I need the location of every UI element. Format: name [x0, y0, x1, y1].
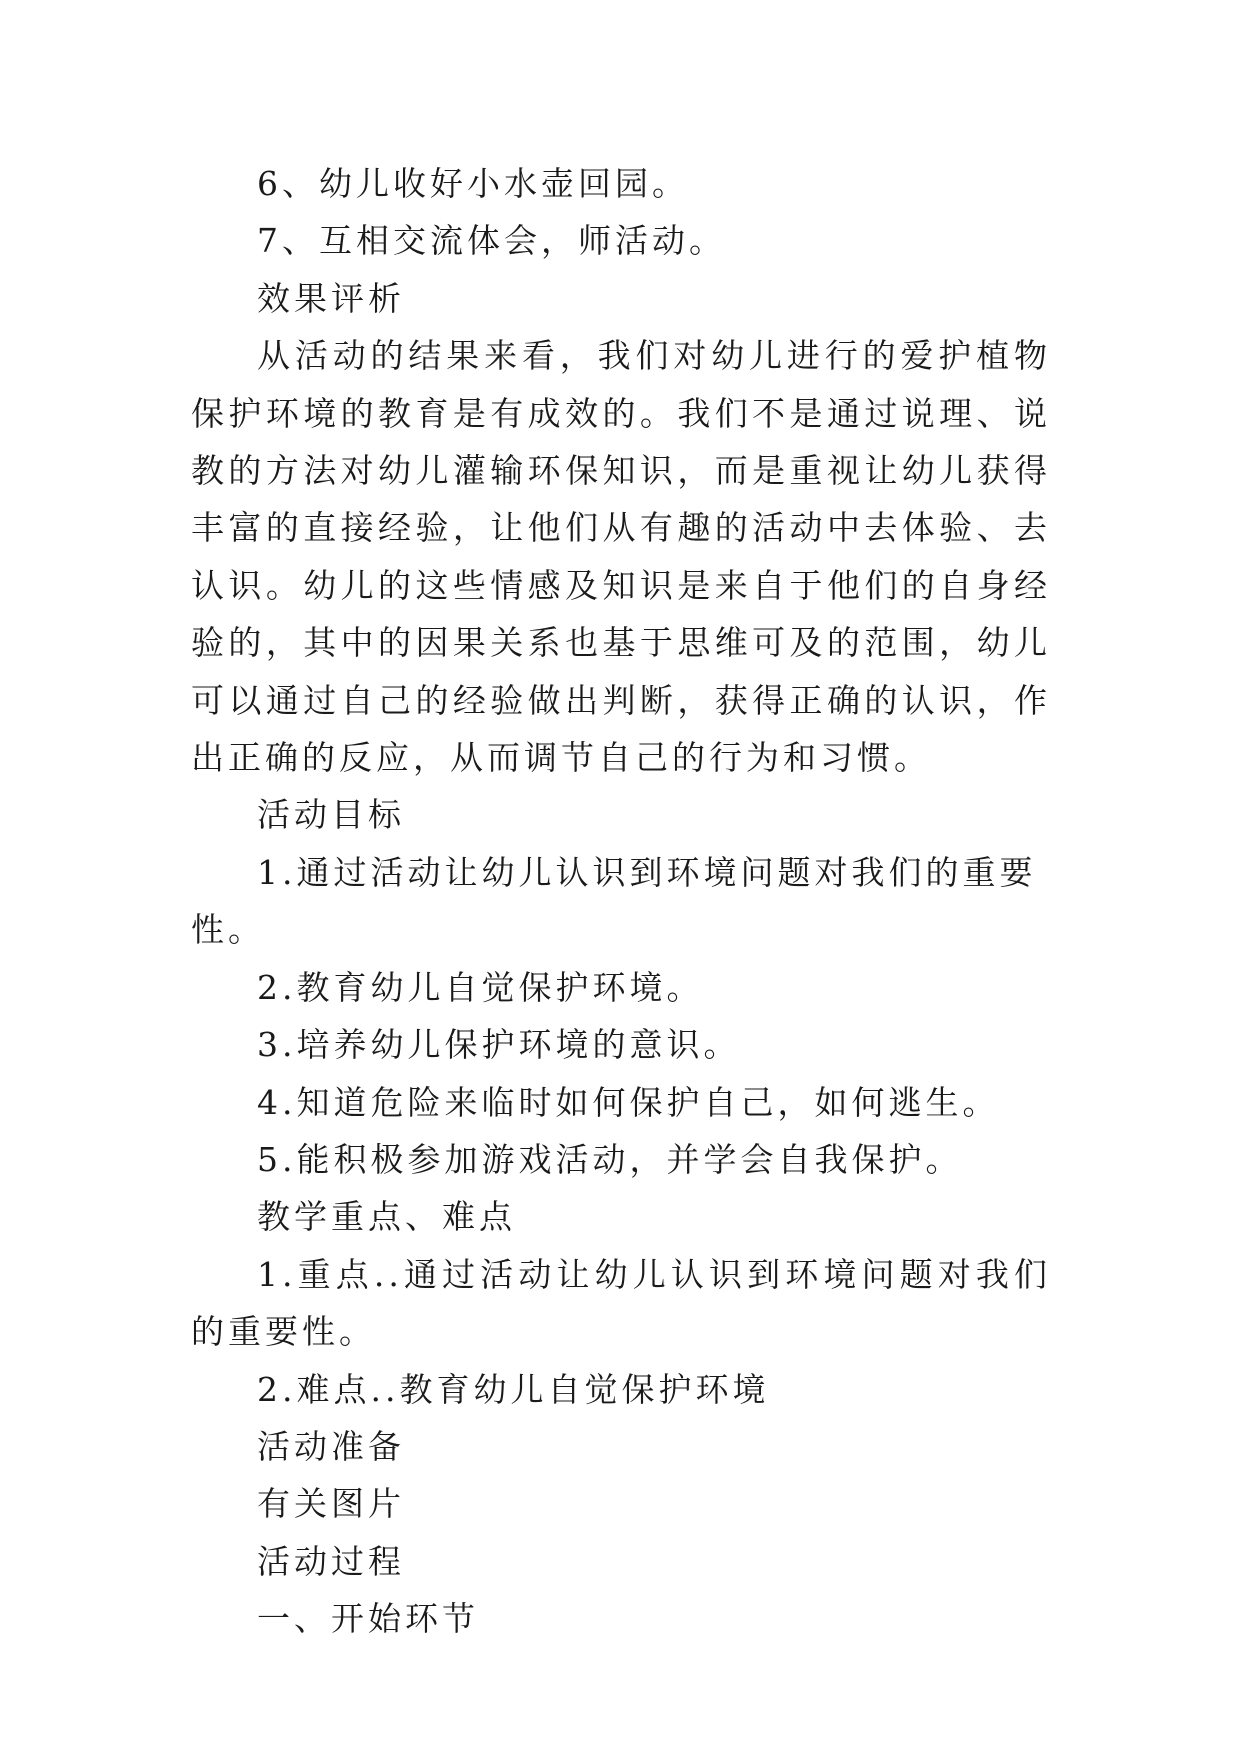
key-point-item-2: 2.难点..教育幼儿自觉保护环境 — [257, 1369, 770, 1409]
goal-item-4: 4.知道危险来临时如何保护自己，如何逃生。 — [257, 1082, 1000, 1122]
heading-activity-process: 活动过程 — [257, 1541, 405, 1581]
preparation-item: 有关图片 — [257, 1484, 405, 1524]
goal-item-2: 2.教育幼儿自觉保护环境。 — [257, 967, 704, 1007]
list-item-6: 6、幼儿收好小水壶回园。 — [257, 164, 689, 203]
heading-key-points: 教学重点、难点 — [257, 1197, 516, 1237]
document-body — [191, 155, 1051, 1648]
goal-item-1: 1.通过活动让幼儿认识到环境问题对我们的重要性。 — [191, 852, 1037, 950]
goal-item-3: 3.培养幼儿保护环境的意识。 — [257, 1025, 741, 1065]
paragraph-effect-analysis: 从活动的结果来看，我们对幼儿进行的爱护植物保护环境的教育是有成效的。我们不是通过说理、说教的方法对幼儿灌输环保知识，而是重视让幼儿获得丰富的直接经验，让他们从有趣的活动中去体验、去认识。幼儿的这些情感及知识是来自于他们的自身经验的，其中的因果关系也基于思维可及的范围，幼儿可以通过自己的经验做出判断，获得正确的认识，作出正确的反应，从而调节自己的行为和习惯。 — [191, 336, 1051, 778]
goal-item-5: 5.能积极参加游戏活动，并学会自我保护。 — [257, 1139, 963, 1179]
list-item-7: 7、互相交流体会，师活动。 — [257, 221, 726, 261]
heading-activity-goals: 活动目标 — [257, 795, 405, 835]
heading-activity-preparation: 活动准备 — [257, 1426, 405, 1466]
heading-effect-analysis: 效果评析 — [257, 278, 405, 318]
key-point-item-1: 1.重点..通过活动让幼儿认识到环境问题对我们的重要性。 — [191, 1254, 1051, 1352]
process-step-1: 一、开始环节 — [257, 1599, 479, 1639]
